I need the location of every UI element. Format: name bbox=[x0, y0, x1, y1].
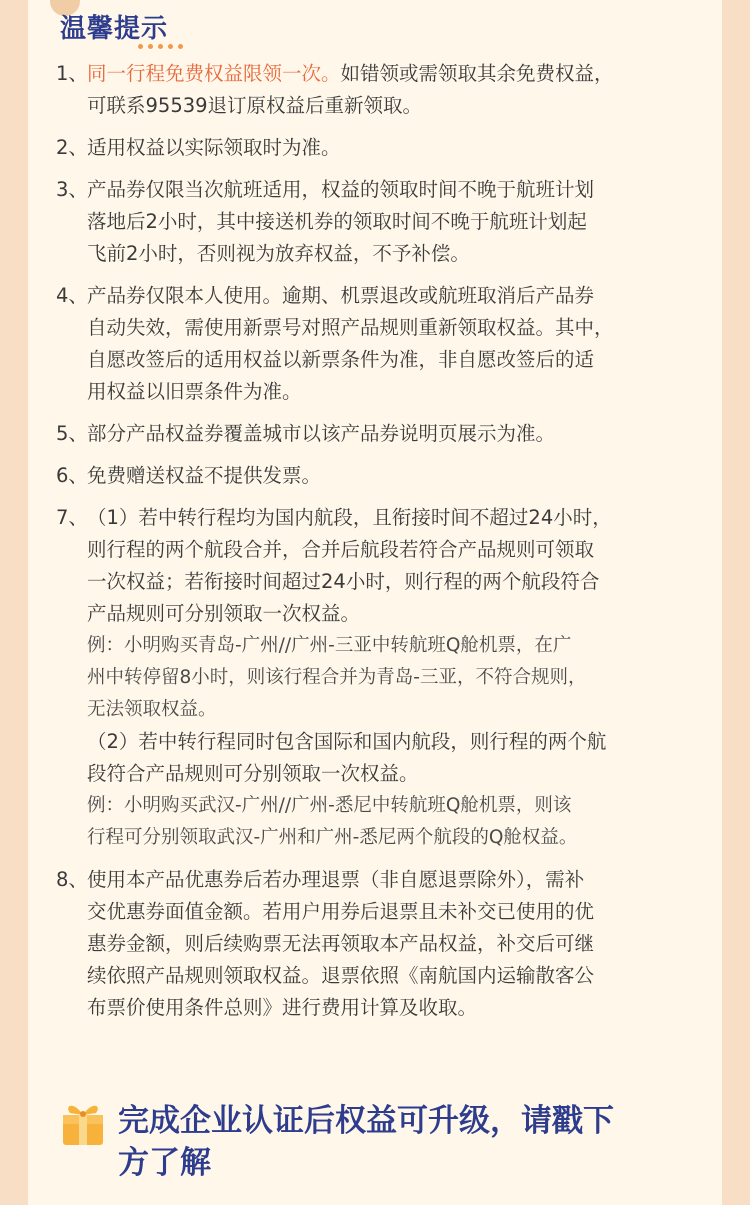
example-text bbox=[87, 630, 711, 662]
example-text bbox=[87, 694, 711, 726]
left-border bbox=[0, 0, 28, 1205]
notice-line bbox=[87, 132, 711, 164]
line-text: 例：小明购买青岛-广州//广州-三亚中转航班Q舱机票，在广 bbox=[87, 635, 572, 656]
notice-line bbox=[87, 312, 711, 344]
line-text: 产品券仅限本人使用。逾期、机票退改或航班取消后产品券 bbox=[87, 284, 595, 307]
dot bbox=[168, 44, 173, 49]
notice-line bbox=[87, 566, 711, 598]
line-text: 例：小明购买武汉-广州//广州-悉尼中转航班Q舱机票，则该 bbox=[87, 795, 572, 816]
notice-item bbox=[56, 58, 711, 122]
example-text bbox=[87, 790, 711, 822]
notice-line bbox=[87, 376, 711, 408]
notice-line bbox=[87, 344, 711, 376]
dot bbox=[158, 44, 163, 49]
example-text bbox=[87, 822, 711, 854]
notice-line bbox=[87, 960, 711, 992]
line-text: 适用权益以实际领取时为准。 bbox=[87, 136, 341, 159]
line-text: 用权益以旧票条件为准。 bbox=[87, 380, 302, 403]
title-dots bbox=[138, 44, 183, 49]
dot bbox=[178, 44, 183, 49]
notice-item-number: 6、 bbox=[56, 464, 88, 487]
line-text: 产品规则可分别领取一次权益。 bbox=[87, 602, 361, 625]
notice-item-number: 2、 bbox=[56, 136, 88, 159]
notice-line bbox=[87, 58, 711, 90]
notice-item bbox=[56, 280, 711, 408]
line-text: 无法领取权益。 bbox=[87, 699, 217, 720]
line-text: 飞前2小时，否则视为放弃权益，不予补偿。 bbox=[87, 242, 470, 265]
notice-line bbox=[87, 418, 711, 450]
line-text: 如错领或需领取其余免费权益， bbox=[340, 62, 614, 85]
line-text: 自动失效，需使用新票号对照产品规则重新领取权益。其中， bbox=[87, 316, 614, 339]
line-text: 使用本产品优惠券后若办理退票（非自愿退票除外），需补 bbox=[87, 868, 585, 891]
notice-line bbox=[87, 502, 711, 534]
notice-item bbox=[56, 174, 711, 270]
notice-item bbox=[56, 460, 711, 492]
notice-item-number: 4、 bbox=[56, 284, 88, 307]
line-text: 自愿改签后的适用权益以新票条件为准，非自愿改签后的适 bbox=[87, 348, 595, 371]
notice-item bbox=[56, 132, 711, 164]
gift-icon bbox=[60, 1095, 106, 1147]
line-text: 可联系95539退订原权益后重新领取。 bbox=[87, 94, 423, 117]
notice-item-number: 1、 bbox=[56, 62, 88, 85]
notice-line bbox=[87, 460, 711, 492]
notice-line bbox=[87, 758, 711, 790]
line-text: 落地后2小时，其中接送机券的领取时间不晚于航班计划起 bbox=[87, 210, 587, 233]
highlight-text: 同一行程免费权益限领一次。 bbox=[87, 62, 341, 85]
notice-line bbox=[87, 598, 711, 630]
line-text: 免费赠送权益不提供发票。 bbox=[87, 464, 322, 487]
notice-line bbox=[87, 90, 711, 122]
notice-line bbox=[87, 534, 711, 566]
example-text bbox=[87, 662, 711, 694]
notice-item bbox=[56, 864, 711, 1024]
line-text: （1）若中转行程均为国内航段，且衔接时间不超过24小时， bbox=[87, 506, 612, 529]
notice-line bbox=[87, 726, 711, 758]
notice-line bbox=[87, 896, 711, 928]
upgrade-text-line-1: 完成企业认证后权益可升级，请戳下 bbox=[118, 1100, 718, 1142]
notice-line bbox=[87, 928, 711, 960]
notice-item bbox=[56, 502, 711, 854]
line-text: 段符合产品规则可分别领取一次权益。 bbox=[87, 762, 419, 785]
notice-item-number: 8、 bbox=[56, 868, 88, 891]
notice-line bbox=[87, 206, 711, 238]
notice-line bbox=[87, 238, 711, 270]
line-text: 惠券金额，则后续购票无法再领取本产品权益，补交后可继 bbox=[87, 932, 595, 955]
line-text: 产品券仅限当次航班适用，权益的领取时间不晚于航班计划 bbox=[87, 178, 595, 201]
notice-title: 温馨提示 bbox=[60, 14, 169, 44]
line-text: 则行程的两个航段合并，合并后航段若符合产品规则可领取 bbox=[87, 538, 595, 561]
line-text: 一次权益；若衔接时间超过24小时，则行程的两个航段符合 bbox=[87, 570, 600, 593]
dot bbox=[138, 44, 143, 49]
upgrade-text-line-2: 方了解 bbox=[118, 1142, 718, 1184]
notice-line bbox=[87, 864, 711, 896]
line-text: 州中转停留8小时，则该行程合并为青岛-三亚，不符合规则， bbox=[87, 667, 587, 688]
notice-item-number: 5、 bbox=[56, 422, 88, 445]
line-text: 行程可分别领取武汉-广州和广州-悉尼两个航段的Q舱权益。 bbox=[87, 827, 578, 848]
notice-line bbox=[87, 992, 711, 1024]
line-text: （2）若中转行程同时包含国际和国内航段，则行程的两个航 bbox=[87, 730, 607, 753]
line-text: 部分产品权益券覆盖城市以该产品券说明页展示为准。 bbox=[87, 422, 556, 445]
upgrade-text[interactable] bbox=[118, 1100, 718, 1184]
notes-list bbox=[56, 58, 711, 1034]
notice-item-number: 7、 bbox=[56, 506, 88, 529]
line-text: 交优惠券面值金额。若用户用券后退票且未补交已使用的优 bbox=[87, 900, 595, 923]
dot bbox=[148, 44, 153, 49]
notice-item-number: 3、 bbox=[56, 178, 88, 201]
right-border bbox=[722, 0, 750, 1205]
line-text: 布票价使用条件总则》进行费用计算及收取。 bbox=[87, 996, 478, 1019]
line-text: 续依照产品规则领取权益。退票依照《南航国内运输散客公 bbox=[87, 964, 595, 987]
notice-item bbox=[56, 418, 711, 450]
notice-line bbox=[87, 280, 711, 312]
notice-line bbox=[87, 174, 711, 206]
notice-panel bbox=[28, 0, 722, 1205]
